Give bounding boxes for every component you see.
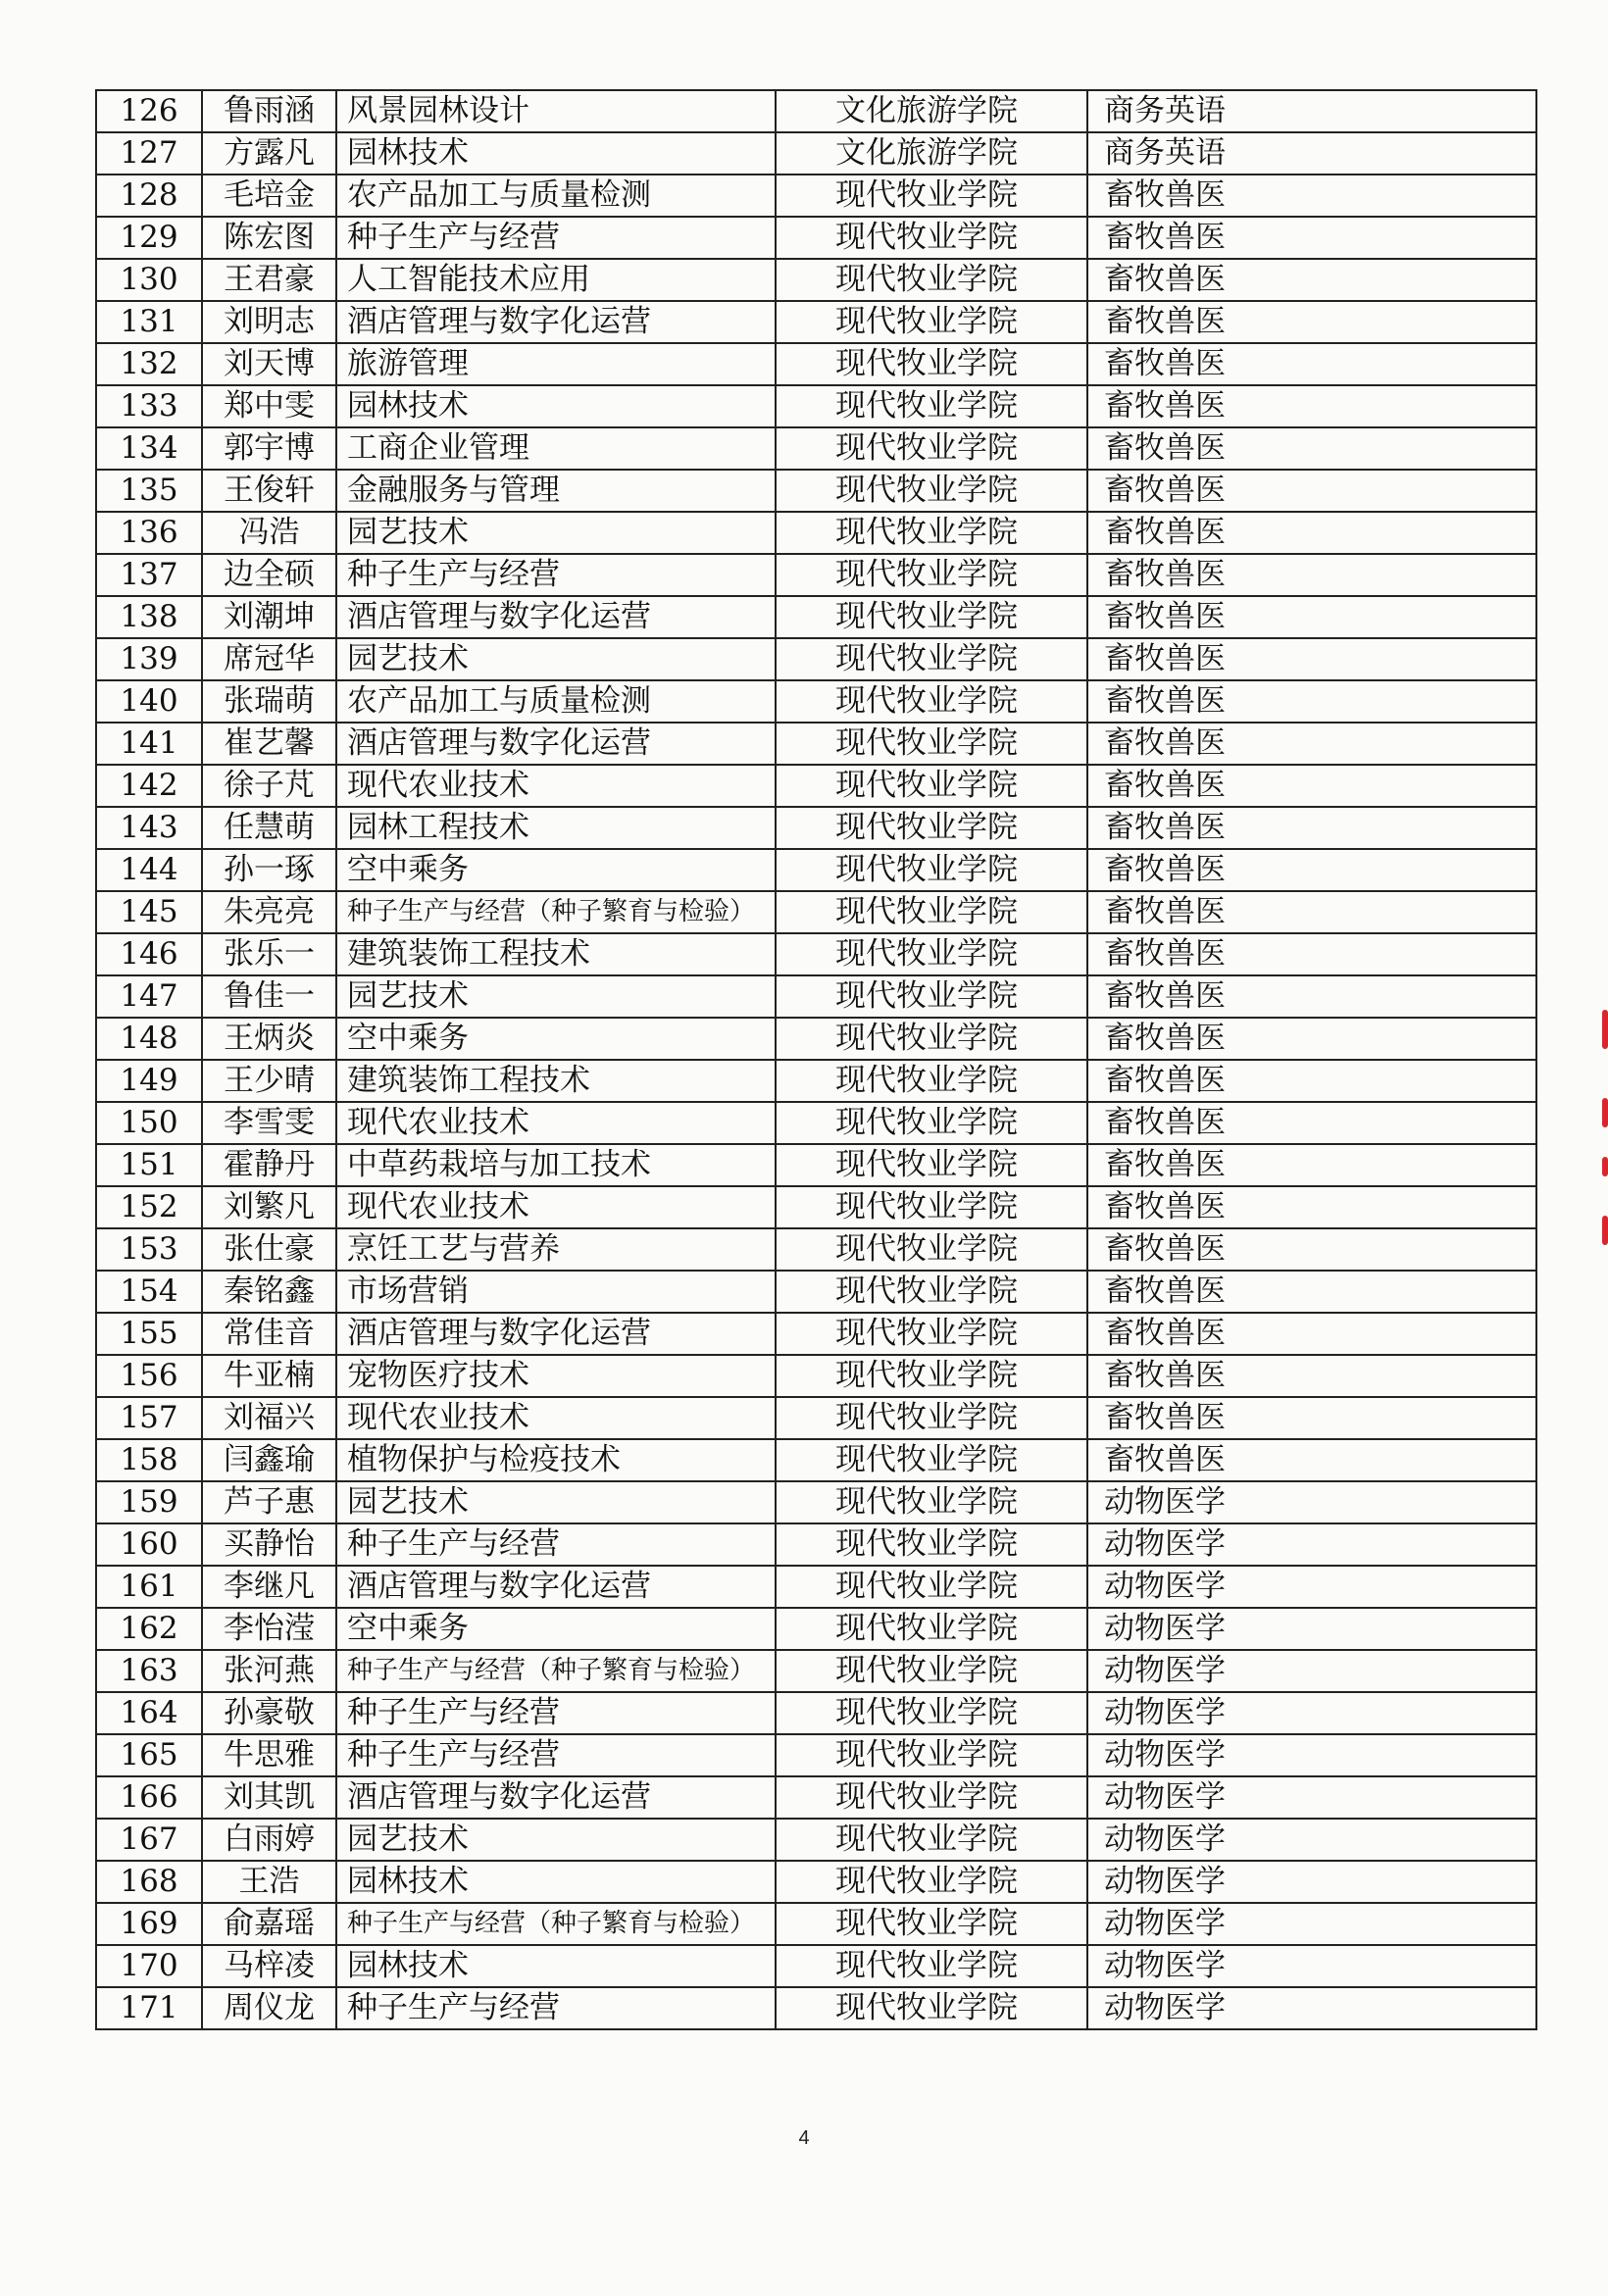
- college-cell: 现代牧业学院: [776, 343, 1087, 385]
- major-cell: 风景园林设计: [336, 90, 776, 132]
- major-cell: 种子生产与经营: [336, 1987, 776, 2029]
- college-cell: 现代牧业学院: [776, 1313, 1087, 1355]
- department-cell: 畜牧兽医: [1087, 723, 1536, 765]
- student-name-cell: 闫鑫瑜: [202, 1439, 336, 1481]
- major-cell: 空中乘务: [336, 1608, 776, 1650]
- department-cell: 动物医学: [1087, 1692, 1536, 1734]
- row-number-cell: 135: [96, 470, 202, 512]
- table-row: [96, 385, 1536, 427]
- college-cell: 现代牧业学院: [776, 1355, 1087, 1397]
- college-cell: 现代牧业学院: [776, 1397, 1087, 1439]
- major-cell: 园艺技术: [336, 638, 776, 680]
- department-cell: 畜牧兽医: [1087, 765, 1536, 807]
- department-cell: 畜牧兽医: [1087, 1397, 1536, 1439]
- major-cell: 酒店管理与数字化运营: [336, 1313, 776, 1355]
- row-number-cell: 150: [96, 1102, 202, 1144]
- major-cell: 宠物医疗技术: [336, 1355, 776, 1397]
- department-cell: 畜牧兽医: [1087, 1439, 1536, 1481]
- row-number-cell: 137: [96, 554, 202, 596]
- department-cell: 畜牧兽医: [1087, 680, 1536, 723]
- college-cell: 现代牧业学院: [776, 1819, 1087, 1861]
- row-number-cell: 168: [96, 1861, 202, 1903]
- row-number-cell: 170: [96, 1945, 202, 1987]
- table-row: [96, 1903, 1536, 1945]
- table-row: [96, 1523, 1536, 1566]
- student-name-cell: 毛培金: [202, 175, 336, 217]
- student-name-cell: 王俊轩: [202, 470, 336, 512]
- major-cell: 种子生产与经营: [336, 554, 776, 596]
- department-cell: 动物医学: [1087, 1776, 1536, 1819]
- table-row: [96, 1945, 1536, 1987]
- table-row: [96, 90, 1536, 132]
- row-number-cell: 166: [96, 1776, 202, 1819]
- row-number-cell: 127: [96, 132, 202, 175]
- college-cell: 现代牧业学院: [776, 1692, 1087, 1734]
- table-row: [96, 723, 1536, 765]
- department-cell: 畜牧兽医: [1087, 217, 1536, 259]
- table-row: [96, 1439, 1536, 1481]
- table-row: [96, 1018, 1536, 1060]
- row-number-cell: 163: [96, 1650, 202, 1692]
- college-cell: 现代牧业学院: [776, 933, 1087, 975]
- major-cell: 园林技术: [336, 132, 776, 175]
- student-name-cell: 郭宇博: [202, 427, 336, 470]
- major-cell: 酒店管理与数字化运营: [336, 596, 776, 638]
- college-cell: 现代牧业学院: [776, 1608, 1087, 1650]
- table-row: [96, 1060, 1536, 1102]
- student-name-cell: 张乐一: [202, 933, 336, 975]
- major-cell: 现代农业技术: [336, 1186, 776, 1228]
- row-number-cell: 147: [96, 975, 202, 1018]
- major-cell: 植物保护与检疫技术: [336, 1439, 776, 1481]
- table-row: [96, 975, 1536, 1018]
- college-cell: 现代牧业学院: [776, 427, 1087, 470]
- table-row: [96, 343, 1536, 385]
- major-cell: 种子生产与经营: [336, 217, 776, 259]
- student-name-cell: 孙一琢: [202, 849, 336, 891]
- department-cell: 畜牧兽医: [1087, 1144, 1536, 1186]
- major-cell: 市场营销: [336, 1271, 776, 1313]
- department-cell: 动物医学: [1087, 1734, 1536, 1776]
- table-row: [96, 765, 1536, 807]
- student-name-cell: 张瑞萌: [202, 680, 336, 723]
- major-cell: 建筑装饰工程技术: [336, 1060, 776, 1102]
- college-cell: 现代牧业学院: [776, 259, 1087, 301]
- department-cell: 畜牧兽医: [1087, 933, 1536, 975]
- student-name-cell: 秦铭鑫: [202, 1271, 336, 1313]
- row-number-cell: 138: [96, 596, 202, 638]
- table-row: [96, 554, 1536, 596]
- major-cell: 现代农业技术: [336, 765, 776, 807]
- row-number-cell: 164: [96, 1692, 202, 1734]
- major-cell: 工商企业管理: [336, 427, 776, 470]
- student-name-cell: 牛思雅: [202, 1734, 336, 1776]
- table-row: [96, 1186, 1536, 1228]
- row-number-cell: 145: [96, 891, 202, 933]
- row-number-cell: 142: [96, 765, 202, 807]
- college-cell: 现代牧业学院: [776, 638, 1087, 680]
- table-row: [96, 301, 1536, 343]
- department-cell: 动物医学: [1087, 1523, 1536, 1566]
- student-name-cell: 芦子惠: [202, 1481, 336, 1523]
- row-number-cell: 139: [96, 638, 202, 680]
- college-cell: 现代牧业学院: [776, 1861, 1087, 1903]
- department-cell: 畜牧兽医: [1087, 807, 1536, 849]
- table-row: [96, 1734, 1536, 1776]
- table-row: [96, 217, 1536, 259]
- major-cell: 种子生产与经营: [336, 1734, 776, 1776]
- college-cell: 现代牧业学院: [776, 1650, 1087, 1692]
- student-name-cell: 周仪龙: [202, 1987, 336, 2029]
- page-number: 4: [798, 2127, 810, 2149]
- table-row: [96, 891, 1536, 933]
- college-cell: 现代牧业学院: [776, 891, 1087, 933]
- major-cell: 园艺技术: [336, 1819, 776, 1861]
- table-row: [96, 849, 1536, 891]
- department-cell: 商务英语: [1087, 132, 1536, 175]
- row-number-cell: 143: [96, 807, 202, 849]
- row-number-cell: 152: [96, 1186, 202, 1228]
- table-row: [96, 1355, 1536, 1397]
- student-name-cell: 朱亮亮: [202, 891, 336, 933]
- department-cell: 畜牧兽医: [1087, 427, 1536, 470]
- department-cell: 畜牧兽医: [1087, 1102, 1536, 1144]
- department-cell: 畜牧兽医: [1087, 638, 1536, 680]
- student-name-cell: 李继凡: [202, 1566, 336, 1608]
- roster-table-body: [96, 90, 1536, 2029]
- row-number-cell: 162: [96, 1608, 202, 1650]
- student-name-cell: 陈宏图: [202, 217, 336, 259]
- major-cell: 园林技术: [336, 1945, 776, 1987]
- row-number-cell: 130: [96, 259, 202, 301]
- major-cell: 园林工程技术: [336, 807, 776, 849]
- student-name-cell: 常佳音: [202, 1313, 336, 1355]
- row-number-cell: 161: [96, 1566, 202, 1608]
- student-name-cell: 方露凡: [202, 132, 336, 175]
- row-number-cell: 169: [96, 1903, 202, 1945]
- table-row: [96, 1608, 1536, 1650]
- student-name-cell: 王君豪: [202, 259, 336, 301]
- student-name-cell: 刘其凯: [202, 1776, 336, 1819]
- row-number-cell: 144: [96, 849, 202, 891]
- table-row: [96, 1102, 1536, 1144]
- department-cell: 动物医学: [1087, 1566, 1536, 1608]
- table-row: [96, 680, 1536, 723]
- table-row: [96, 175, 1536, 217]
- major-cell: 酒店管理与数字化运营: [336, 301, 776, 343]
- college-cell: 现代牧业学院: [776, 175, 1087, 217]
- red-stamp-edge: [1602, 1098, 1608, 1127]
- student-name-cell: 鲁佳一: [202, 975, 336, 1018]
- table-row: [96, 1987, 1536, 2029]
- department-cell: 畜牧兽医: [1087, 1228, 1536, 1271]
- student-name-cell: 王少晴: [202, 1060, 336, 1102]
- row-number-cell: 136: [96, 512, 202, 554]
- college-cell: 现代牧业学院: [776, 554, 1087, 596]
- table-row: [96, 1566, 1536, 1608]
- student-name-cell: 任慧萌: [202, 807, 336, 849]
- department-cell: 畜牧兽医: [1087, 1313, 1536, 1355]
- row-number-cell: 129: [96, 217, 202, 259]
- student-name-cell: 刘繁凡: [202, 1186, 336, 1228]
- major-cell: 种子生产与经营（种子繁育与检验）: [336, 1650, 776, 1692]
- major-cell: 园林技术: [336, 1861, 776, 1903]
- table-row: [96, 1313, 1536, 1355]
- table-row: [96, 1776, 1536, 1819]
- row-number-cell: 131: [96, 301, 202, 343]
- major-cell: 园艺技术: [336, 1481, 776, 1523]
- college-cell: 现代牧业学院: [776, 1776, 1087, 1819]
- department-cell: 动物医学: [1087, 1987, 1536, 2029]
- college-cell: 现代牧业学院: [776, 1566, 1087, 1608]
- department-cell: 畜牧兽医: [1087, 259, 1536, 301]
- student-name-cell: 刘明志: [202, 301, 336, 343]
- row-number-cell: 133: [96, 385, 202, 427]
- table-row: [96, 1819, 1536, 1861]
- table-row: [96, 933, 1536, 975]
- student-name-cell: 孙豪敬: [202, 1692, 336, 1734]
- student-name-cell: 刘福兴: [202, 1397, 336, 1439]
- department-cell: 畜牧兽医: [1087, 301, 1536, 343]
- college-cell: 现代牧业学院: [776, 301, 1087, 343]
- major-cell: 农产品加工与质量检测: [336, 175, 776, 217]
- student-name-cell: 买静怡: [202, 1523, 336, 1566]
- department-cell: 动物医学: [1087, 1903, 1536, 1945]
- row-number-cell: 153: [96, 1228, 202, 1271]
- major-cell: 空中乘务: [336, 849, 776, 891]
- table-row: [96, 807, 1536, 849]
- major-cell: 金融服务与管理: [336, 470, 776, 512]
- row-number-cell: 171: [96, 1987, 202, 2029]
- department-cell: 动物医学: [1087, 1861, 1536, 1903]
- row-number-cell: 149: [96, 1060, 202, 1102]
- student-name-cell: 鲁雨涵: [202, 90, 336, 132]
- college-cell: 现代牧业学院: [776, 1945, 1087, 1987]
- college-cell: 现代牧业学院: [776, 1987, 1087, 2029]
- row-number-cell: 157: [96, 1397, 202, 1439]
- major-cell: 现代农业技术: [336, 1102, 776, 1144]
- student-name-cell: 边全硕: [202, 554, 336, 596]
- college-cell: 现代牧业学院: [776, 723, 1087, 765]
- row-number-cell: 146: [96, 933, 202, 975]
- student-name-cell: 白雨婷: [202, 1819, 336, 1861]
- student-name-cell: 李怡滢: [202, 1608, 336, 1650]
- major-cell: 农产品加工与质量检测: [336, 680, 776, 723]
- major-cell: 园艺技术: [336, 975, 776, 1018]
- department-cell: 动物医学: [1087, 1650, 1536, 1692]
- college-cell: 现代牧业学院: [776, 512, 1087, 554]
- major-cell: 种子生产与经营: [336, 1692, 776, 1734]
- major-cell: 园林技术: [336, 385, 776, 427]
- college-cell: 文化旅游学院: [776, 90, 1087, 132]
- department-cell: 畜牧兽医: [1087, 343, 1536, 385]
- college-cell: 现代牧业学院: [776, 1186, 1087, 1228]
- department-cell: 畜牧兽医: [1087, 1355, 1536, 1397]
- department-cell: 动物医学: [1087, 1481, 1536, 1523]
- row-number-cell: 148: [96, 1018, 202, 1060]
- department-cell: 畜牧兽医: [1087, 1060, 1536, 1102]
- row-number-cell: 151: [96, 1144, 202, 1186]
- college-cell: 现代牧业学院: [776, 470, 1087, 512]
- college-cell: 现代牧业学院: [776, 1102, 1087, 1144]
- major-cell: 种子生产与经营（种子繁育与检验）: [336, 891, 776, 933]
- row-number-cell: 128: [96, 175, 202, 217]
- row-number-cell: 140: [96, 680, 202, 723]
- department-cell: 畜牧兽医: [1087, 1018, 1536, 1060]
- row-number-cell: 159: [96, 1481, 202, 1523]
- table-row: [96, 1397, 1536, 1439]
- college-cell: 现代牧业学院: [776, 1903, 1087, 1945]
- department-cell: 动物医学: [1087, 1945, 1536, 1987]
- row-number-cell: 165: [96, 1734, 202, 1776]
- major-cell: 种子生产与经营: [336, 1523, 776, 1566]
- table-row: [96, 1144, 1536, 1186]
- department-cell: 畜牧兽医: [1087, 554, 1536, 596]
- row-number-cell: 156: [96, 1355, 202, 1397]
- table-row: [96, 1228, 1536, 1271]
- major-cell: 烹饪工艺与营养: [336, 1228, 776, 1271]
- student-name-cell: 张河燕: [202, 1650, 336, 1692]
- department-cell: 畜牧兽医: [1087, 385, 1536, 427]
- college-cell: 文化旅游学院: [776, 132, 1087, 175]
- major-cell: 中草药栽培与加工技术: [336, 1144, 776, 1186]
- college-cell: 现代牧业学院: [776, 1018, 1087, 1060]
- student-name-cell: 李雪雯: [202, 1102, 336, 1144]
- college-cell: 现代牧业学院: [776, 765, 1087, 807]
- row-number-cell: 167: [96, 1819, 202, 1861]
- roster-table: [95, 89, 1537, 2030]
- table-row: [96, 638, 1536, 680]
- table-row: [96, 1650, 1536, 1692]
- department-cell: 动物医学: [1087, 1819, 1536, 1861]
- red-stamp-edge: [1602, 1157, 1608, 1176]
- major-cell: 酒店管理与数字化运营: [336, 1776, 776, 1819]
- college-cell: 现代牧业学院: [776, 975, 1087, 1018]
- student-name-cell: 王浩: [202, 1861, 336, 1903]
- table-row: [96, 470, 1536, 512]
- row-number-cell: 126: [96, 90, 202, 132]
- department-cell: 商务英语: [1087, 90, 1536, 132]
- row-number-cell: 141: [96, 723, 202, 765]
- student-name-cell: 郑中雯: [202, 385, 336, 427]
- major-cell: 酒店管理与数字化运营: [336, 723, 776, 765]
- student-name-cell: 徐子芃: [202, 765, 336, 807]
- student-name-cell: 冯浩: [202, 512, 336, 554]
- college-cell: 现代牧业学院: [776, 385, 1087, 427]
- table-row: [96, 1481, 1536, 1523]
- college-cell: 现代牧业学院: [776, 849, 1087, 891]
- college-cell: 现代牧业学院: [776, 1228, 1087, 1271]
- college-cell: 现代牧业学院: [776, 807, 1087, 849]
- row-number-cell: 132: [96, 343, 202, 385]
- major-cell: 旅游管理: [336, 343, 776, 385]
- college-cell: 现代牧业学院: [776, 1523, 1087, 1566]
- row-number-cell: 134: [96, 427, 202, 470]
- major-cell: 空中乘务: [336, 1018, 776, 1060]
- row-number-cell: 160: [96, 1523, 202, 1566]
- table-row: [96, 1861, 1536, 1903]
- student-name-cell: 刘天博: [202, 343, 336, 385]
- table-row: [96, 1271, 1536, 1313]
- major-cell: 建筑装饰工程技术: [336, 933, 776, 975]
- department-cell: 畜牧兽医: [1087, 1186, 1536, 1228]
- major-cell: 人工智能技术应用: [336, 259, 776, 301]
- table-row: [96, 512, 1536, 554]
- student-name-cell: 马梓凌: [202, 1945, 336, 1987]
- major-cell: 现代农业技术: [336, 1397, 776, 1439]
- department-cell: 畜牧兽医: [1087, 891, 1536, 933]
- student-name-cell: 张仕豪: [202, 1228, 336, 1271]
- student-name-cell: 席冠华: [202, 638, 336, 680]
- student-name-cell: 牛亚楠: [202, 1355, 336, 1397]
- department-cell: 畜牧兽医: [1087, 470, 1536, 512]
- department-cell: 畜牧兽医: [1087, 512, 1536, 554]
- table-row: [96, 132, 1536, 175]
- table-row: [96, 596, 1536, 638]
- college-cell: 现代牧业学院: [776, 680, 1087, 723]
- college-cell: 现代牧业学院: [776, 1144, 1087, 1186]
- department-cell: 畜牧兽医: [1087, 849, 1536, 891]
- student-name-cell: 王炳炎: [202, 1018, 336, 1060]
- red-stamp-edge: [1602, 1216, 1608, 1245]
- department-cell: 畜牧兽医: [1087, 1271, 1536, 1313]
- college-cell: 现代牧业学院: [776, 596, 1087, 638]
- red-stamp-edge: [1602, 1010, 1608, 1049]
- row-number-cell: 155: [96, 1313, 202, 1355]
- student-name-cell: 俞嘉瑶: [202, 1903, 336, 1945]
- department-cell: 畜牧兽医: [1087, 596, 1536, 638]
- table-row: [96, 259, 1536, 301]
- college-cell: 现代牧业学院: [776, 1481, 1087, 1523]
- student-name-cell: 崔艺馨: [202, 723, 336, 765]
- major-cell: 种子生产与经营（种子繁育与检验）: [336, 1903, 776, 1945]
- student-name-cell: 刘潮坤: [202, 596, 336, 638]
- college-cell: 现代牧业学院: [776, 1060, 1087, 1102]
- major-cell: 园艺技术: [336, 512, 776, 554]
- major-cell: 酒店管理与数字化运营: [336, 1566, 776, 1608]
- table-row: [96, 1692, 1536, 1734]
- row-number-cell: 158: [96, 1439, 202, 1481]
- college-cell: 现代牧业学院: [776, 1271, 1087, 1313]
- table-row: [96, 427, 1536, 470]
- college-cell: 现代牧业学院: [776, 217, 1087, 259]
- department-cell: 畜牧兽医: [1087, 175, 1536, 217]
- college-cell: 现代牧业学院: [776, 1439, 1087, 1481]
- row-number-cell: 154: [96, 1271, 202, 1313]
- college-cell: 现代牧业学院: [776, 1734, 1087, 1776]
- department-cell: 畜牧兽医: [1087, 975, 1536, 1018]
- student-name-cell: 霍静丹: [202, 1144, 336, 1186]
- department-cell: 动物医学: [1087, 1608, 1536, 1650]
